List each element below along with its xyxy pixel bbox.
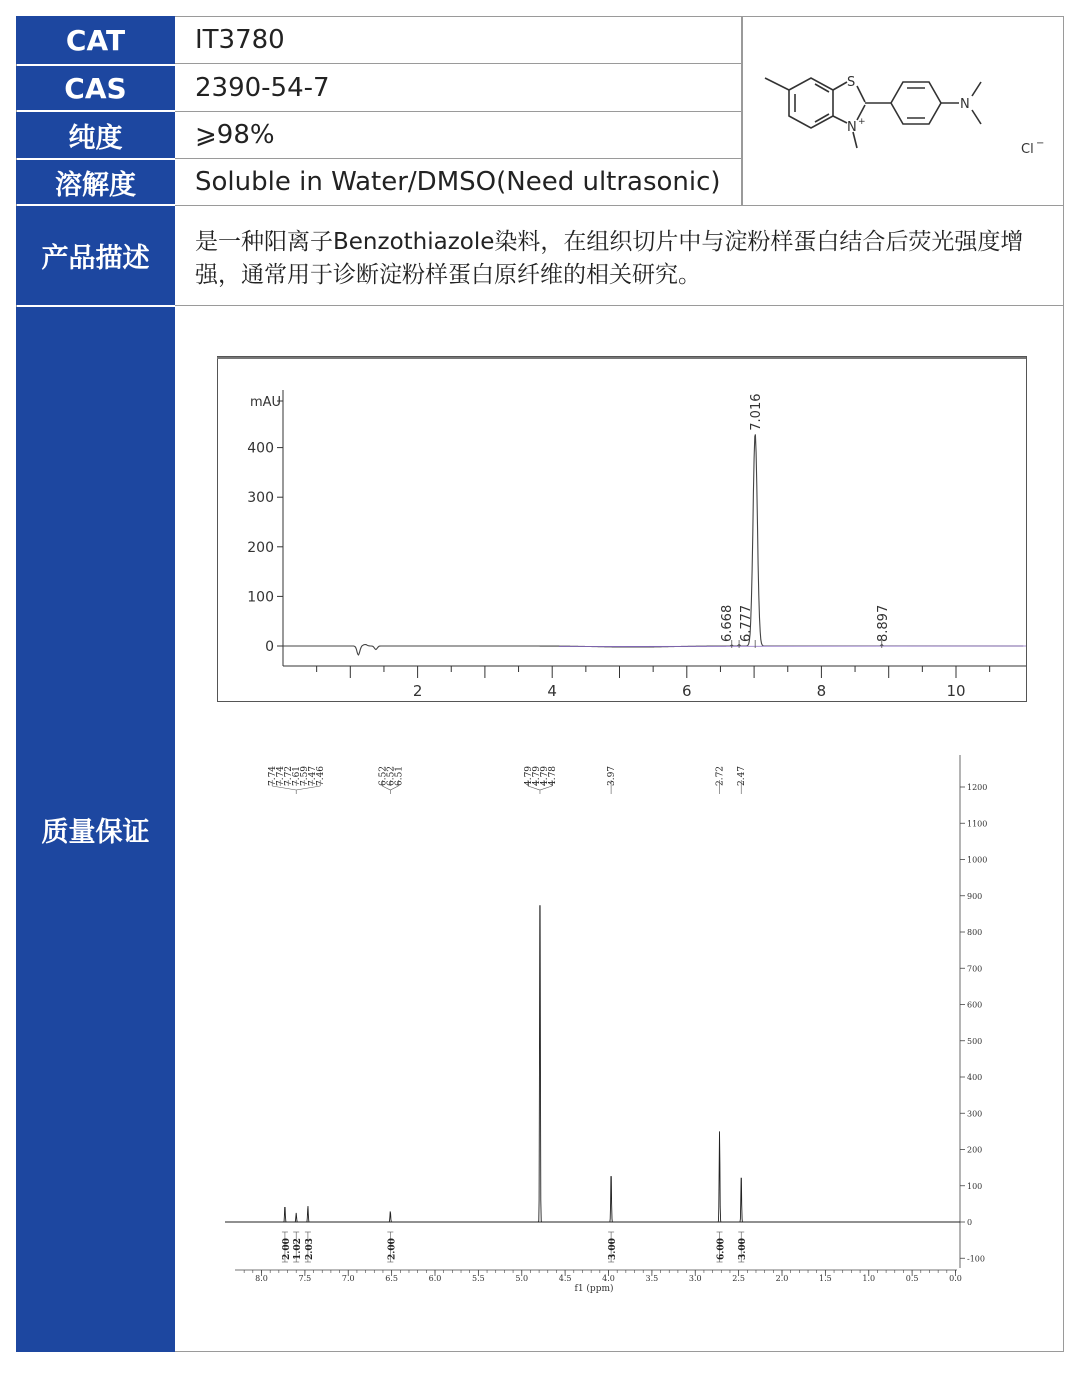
nmr-peak-label: 7.46 (316, 765, 327, 786)
hplc-y-tick-label: 300 (247, 490, 274, 507)
hplc-y-tick-label: 400 (247, 440, 274, 457)
nmr-integral-value: 3.00 (608, 1238, 619, 1260)
nmr-x-tick-label: 0.0 (949, 1274, 962, 1283)
nmr-peak-label: 7.72 (284, 765, 295, 786)
structure-divider (741, 16, 743, 206)
nmr-peak-bracket (382, 786, 398, 794)
hplc-ylabel: mAU (250, 395, 282, 410)
nmr-peak-bracket (272, 786, 320, 794)
nmr-y-tick-label: 100 (967, 1181, 983, 1191)
nmr-peak-label: 7.47 (308, 765, 319, 786)
nmr-y-tick-label: 1000 (967, 855, 988, 865)
hplc-peak-label: 6.668 (719, 604, 735, 642)
nmr-integral-value: 6.00 (716, 1238, 727, 1260)
nmr-x-tick-label: 7.5 (298, 1274, 312, 1283)
hplc-peak-label: 7.016 (749, 393, 765, 431)
nmr-peak-label: 4.79 (539, 765, 550, 786)
nmr-peak-label: 3.97 (607, 765, 618, 786)
nmr-peak-label: 6.52 (378, 765, 389, 786)
cat-value: IT3780 (175, 16, 741, 64)
nmr-y-tick-label: 200 (967, 1145, 983, 1155)
nmr-peak-label: 6.52 (386, 765, 397, 786)
nmr-x-tick-label: 4.5 (558, 1274, 572, 1283)
nmr-x-tick-label: 3.0 (688, 1274, 702, 1283)
nmr-y-tick-label: 0 (967, 1218, 973, 1227)
nmr-x-tick-label: 7.0 (341, 1274, 355, 1283)
nmr-integral-value: 2.03 (304, 1238, 315, 1260)
nmr-y-tick-label: 400 (967, 1073, 983, 1082)
nmr-y-tick-label: -100 (967, 1254, 985, 1264)
solubility-label: 溶解度 (16, 160, 175, 204)
nmr-peak-label: 6.51 (394, 765, 405, 786)
nmr-integral-value: 2.00 (281, 1238, 292, 1260)
nmr-peak-label: 7.61 (292, 765, 303, 786)
nmr-peak-label: 2.72 (715, 765, 726, 786)
nmr-peak-label: 4.78 (547, 765, 558, 786)
hplc-peak-label: 8.897 (875, 604, 891, 642)
counterion: Cl (1021, 142, 1034, 157)
description-value: 是一种阳离子Benzothiazole染料，在组织切片中与淀粉样蛋白结合后荧光强度增强，通常用于诊断淀粉样蛋白原纤维的相关研究。 (175, 206, 1063, 306)
nmr-x-tick-label: 5.0 (515, 1274, 529, 1283)
nitrogen-atom: N (847, 120, 857, 135)
hplc-x-tick-label: 4 (547, 682, 557, 700)
hplc-peak-label: 6.777 (739, 604, 755, 642)
counterion-charge: − (1036, 138, 1045, 149)
nmr-peak-label: 4.79 (523, 765, 534, 786)
nmr-x-tick-label: 2.0 (775, 1274, 789, 1283)
nmr-x-tick-label: 6.5 (385, 1274, 398, 1283)
nmr-y-tick-label: 500 (967, 1036, 983, 1046)
nmr-x-tick-label: 0.5 (905, 1274, 919, 1283)
nmr-spectrum (225, 750, 1005, 1300)
nmr-x-tick-label: 8.0 (255, 1274, 268, 1283)
sulfur-atom: S (847, 75, 856, 90)
nmr-x-tick-label: 6.0 (428, 1274, 442, 1283)
cas-label: CAS (16, 66, 175, 110)
hplc-x-tick-label: 6 (682, 682, 692, 700)
nmr-y-tick-label: 1100 (967, 819, 988, 829)
nmr-x-tick-label: 2.5 (732, 1274, 745, 1283)
nmr-y-tick-label: 700 (967, 964, 983, 974)
nmr-peak-label: 7.59 (300, 765, 311, 786)
nmr-y-tick-label: 300 (967, 1109, 983, 1119)
nmr-peak-label: 2.47 (737, 765, 748, 786)
nmr-y-tick-label: 1200 (967, 783, 988, 792)
hplc-chromatogram (217, 356, 1027, 704)
hplc-y-tick-label: 200 (247, 539, 274, 556)
nmr-xlabel: f1 (ppm) (574, 1284, 614, 1294)
hplc-y-tick-label: 0 (265, 639, 274, 655)
cation-charge: + (858, 117, 866, 127)
purity-label: 纯度 (16, 112, 175, 158)
amine-nitrogen-atom: N (960, 97, 970, 112)
nmr-peak-label: 7.74 (268, 765, 279, 786)
nmr-integral-value: 3.00 (738, 1238, 749, 1260)
nmr-integral-value: 2.00 (387, 1238, 398, 1260)
nmr-peak-label: 4.79 (531, 765, 542, 786)
nmr-peak-label: 7.74 (276, 765, 287, 786)
nmr-y-tick-label: 900 (967, 891, 983, 901)
nmr-x-tick-label: 5.5 (472, 1274, 485, 1283)
cat-label: CAT (16, 16, 175, 64)
hplc-frame (218, 357, 1027, 702)
cas-value: 2390-54-7 (175, 64, 741, 112)
qc-label: 质量保证 (16, 307, 175, 1352)
nmr-integral-value: 1.02 (293, 1238, 304, 1260)
purity-value: ⩾98% (175, 112, 741, 159)
structure-bonds (765, 78, 981, 148)
nmr-x-tick-label: 4.0 (602, 1274, 615, 1283)
nmr-x-tick-label: 1.5 (819, 1274, 832, 1283)
nmr-x-tick-label: 3.5 (645, 1274, 659, 1283)
hplc-x-tick-label: 2 (412, 682, 423, 700)
nmr-x-tick-label: 1.0 (862, 1274, 876, 1283)
nmr-y-tick-label: 800 (967, 928, 983, 937)
description-label: 产品描述 (16, 206, 175, 305)
nmr-trace (225, 906, 956, 1222)
hplc-x-tick-label: 10 (946, 682, 966, 700)
chemical-structure (745, 20, 1060, 204)
nmr-peak-bracket (528, 786, 552, 794)
nmr-y-tick-label: 600 (967, 1000, 983, 1010)
solubility-value: Soluble in Water/DMSO(Need ultrasonic) (175, 159, 1063, 206)
hplc-x-tick-label: 8 (816, 682, 827, 700)
hplc-y-tick-label: 100 (247, 589, 274, 606)
